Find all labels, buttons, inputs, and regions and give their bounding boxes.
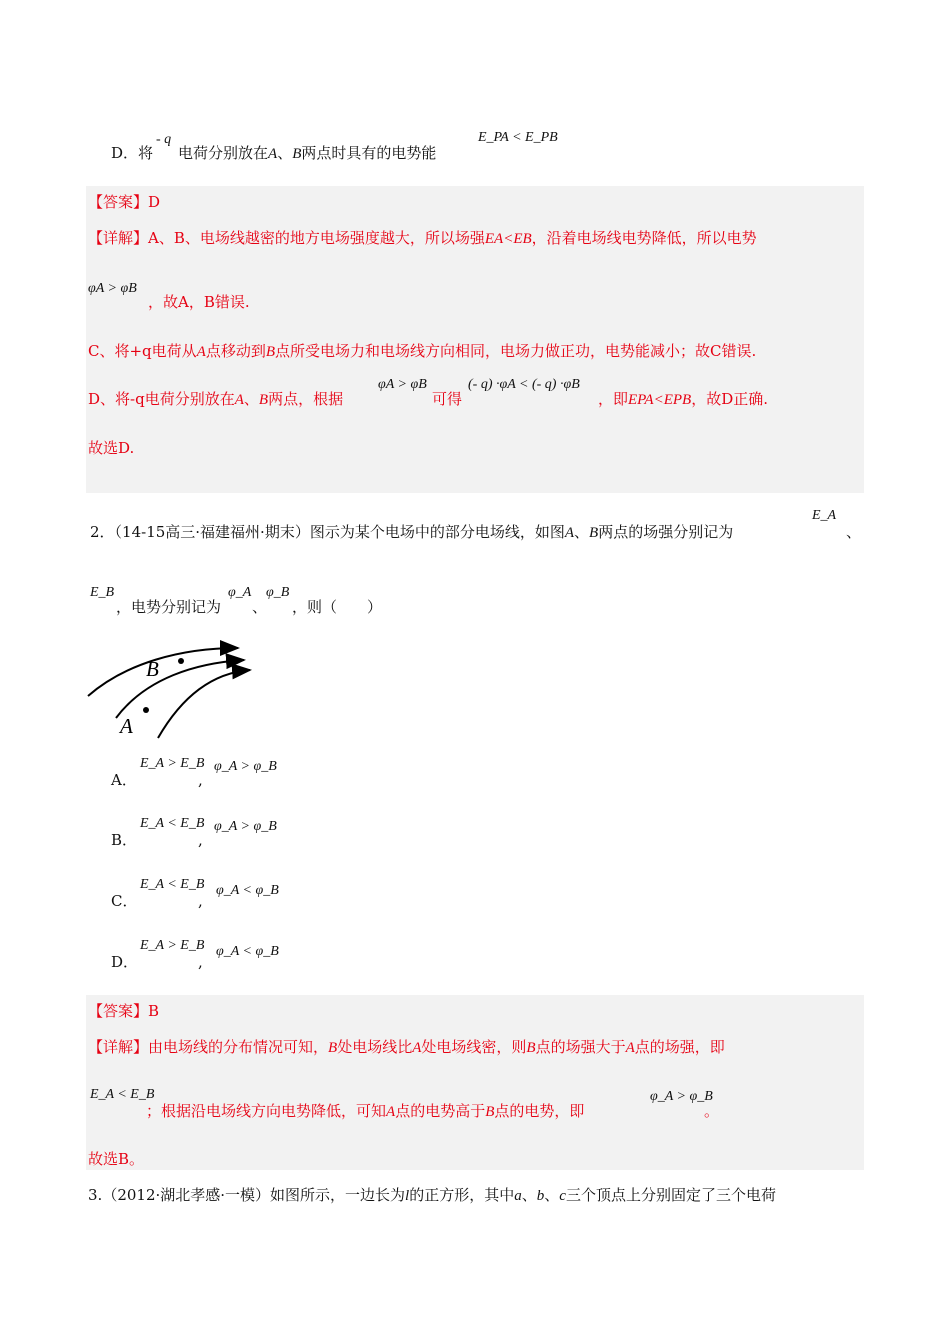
q1-option-d-math-energy: E_PA < E_PB [478,130,558,145]
q1-detail-line2-math: φA > φB [88,281,137,296]
label-a: A [120,714,133,738]
q2-math-ea: E_A [812,508,837,523]
q2-detail-line3: 故选B。 [88,1150,145,1168]
q2-answer-line: 【答案】B [88,1002,160,1020]
q2-option-d-m1: E_A > E_B [140,938,205,953]
q1-option-d-math-minus-q: - q [156,132,172,147]
q1-detail-line1: 【详解】A、B、电场线越密的地方电场强度越大，所以场强EA<EB，沿着电场线电势降低，所以电势 [88,229,757,247]
q1-detail-line5: 故选D. [88,439,135,457]
q2-detail-line1: 【详解】由电场线的分布情况可知，B处电场线比A处电场线密，则B点的场强大于A点的场强，即 [88,1038,725,1056]
q2-option-b-comma: , [198,831,203,849]
q2-option-d-comma: , [198,953,203,971]
q2-stem-sep: 、 [846,523,862,541]
field-line-2 [116,660,244,718]
q2-stem-sep3: 、 [252,598,268,616]
q2-option-c-comma: , [198,892,203,910]
q1-detail-line4-math2: (- q) ·φA < (- q) ·φB [468,377,580,392]
q2-detail-line2: ；根据沿电场线方向电势降低，可知A点的电势高于B点的电势，即 [146,1102,585,1120]
field-line-3 [158,670,250,738]
q2-option-d-key: D． [111,953,139,971]
q1-detail-line3: C、将+q电荷从A点移动到B点所受电场力和电场线方向相同，电场力做正功，电势能减小；故C错误. [88,342,757,360]
q3-stem: 3.（2012·湖北孝感·一模）如图所示，一边长为l的正方形，其中a、b、c三个顶点上分别固定了三个电荷 [88,1186,776,1204]
q2-option-b-m1: E_A < E_B [140,816,205,831]
q2-math-phib: φ_B [266,585,290,600]
q1-option-d-text: 电荷分别放在A、B两点时具有的电势能 [178,144,437,162]
q1-detail-line4b: ，即EPA<EPB，故D正确. [598,390,768,408]
q2-math-phia: φ_A [228,585,252,600]
electric-field-lines-figure [86,638,258,740]
q2-option-a-key: A． [111,771,137,789]
field-line-1 [88,648,238,696]
q2-stem-line1: 2．（14-15高三·福建福州·期末）图示为某个电场中的部分电场线，如图A、B两点的场强分别记为 [90,523,734,541]
q1-option-d: D．将 [111,144,154,162]
q2-detail-line2-end: 。 [704,1102,720,1120]
q2-detail-line2-math1: E_A < E_B [90,1087,155,1102]
label-b: B [146,657,159,681]
q2-option-a-m1: E_A > E_B [140,756,205,771]
q2-option-d-m2: φ_A < φ_B [216,944,279,959]
q1-detail-line4a: D、将-q电荷分别放在A、B两点，根据 [88,390,344,408]
q2-option-b-key: B． [111,831,138,849]
q2-option-c-m1: E_A < E_B [140,877,205,892]
q2-stem-line2: ，电势分别记为 [116,598,222,616]
q2-stem-line2-end: ，则（ ） [292,598,383,616]
point-b-dot [178,658,184,664]
q2-answer-box [86,995,864,1170]
q2-math-eb: E_B [90,585,115,600]
q2-option-a-m2: φ_A > φ_B [214,759,277,774]
q2-detail-line2-math2: φ_A > φ_B [650,1089,713,1104]
q2-option-a-comma: , [198,771,203,789]
q2-option-b-m2: φ_A > φ_B [214,819,277,834]
point-a-dot [143,707,149,713]
q1-detail-line4-keyi: 可得 [432,390,463,408]
q2-option-c-m2: φ_A < φ_B [216,883,279,898]
q1-detail-line4-math1: φA > φB [378,377,427,392]
q2-option-c-key: C． [111,892,138,910]
q1-detail-line2: ，故A，B错误. [148,293,250,311]
q1-answer-line: 【答案】D [88,193,161,211]
